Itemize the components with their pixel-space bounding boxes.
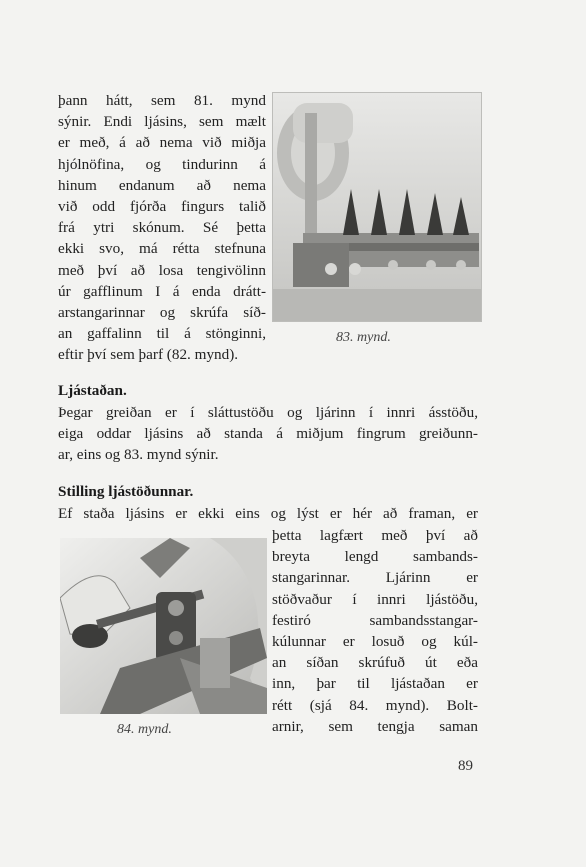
figure-83-caption: 83. mynd.: [336, 330, 391, 345]
section-heading-ljastadan: Ljástaðan.: [58, 382, 127, 399]
text-line: við odd fjórða fingurs talið: [58, 198, 266, 216]
text-line: úr gafflinum I á enda drátt-: [58, 282, 266, 300]
text-line: Þegar greiðan er í sláttustöðu og ljárinn í innri ásstöðu,: [58, 404, 478, 421]
text-line: þann hátt, sem 81. mynd: [58, 92, 266, 109]
text-line: með því að losa tengivölinn: [58, 261, 266, 279]
text-line: rétt (sjá 84. mynd). Bolt-: [272, 696, 478, 714]
text-line: ar, eins og 83. mynd sýnir.: [58, 446, 219, 464]
figure-83-image: [272, 92, 482, 322]
text-line: arnir, sem tengja saman: [272, 717, 478, 735]
text-line: arstangarinnar og skrúfa síð-: [58, 304, 266, 322]
text-line: kúlunnar er losuð og kúl-: [272, 633, 478, 651]
figure-84-image: [60, 538, 267, 714]
paragraph-intro: [58, 90, 266, 366]
text-line: ekki svo, má rétta stefnuna: [58, 240, 266, 258]
text-line: hinum endanum að nema: [58, 176, 266, 194]
section-heading-stilling: Stilling ljástöðunnar.: [58, 483, 194, 500]
text-line: an síðan skrúfuð út eða: [272, 654, 478, 672]
text-line: breyta lengd sambands-: [272, 548, 478, 566]
figure-84-caption: 84. mynd.: [117, 722, 172, 737]
text-line: stangarinnar. Ljárinn er: [272, 569, 478, 587]
page-number: 89: [458, 758, 473, 774]
text-line: er með, á að nema við miðja: [58, 134, 266, 152]
paragraph-stilling-first-line: [58, 503, 478, 524]
paragraph-ljastadan: [58, 402, 478, 466]
text-line: sýnir. Endi ljásins, sem mælt: [58, 113, 266, 131]
hand-wrench-photo-icon: [60, 538, 267, 714]
text-line: Ef staða ljásins er ekki eins og lýst er hér að framan, er: [58, 505, 478, 522]
text-line: þetta lagfært með því að: [272, 527, 478, 544]
text-line: hjólnöfina, og tindurinn á: [58, 155, 266, 173]
text-line: eiga oddar ljásins að standa á miðjum fingrum greiðunn-: [58, 425, 478, 443]
text-line: frá ytri skónum. Sé þetta: [58, 219, 266, 237]
text-line: inn, þar til ljástaðan er: [272, 675, 478, 693]
mower-blade-photo-icon: [273, 93, 481, 321]
text-line: an gaffalinn til á stönginni,: [58, 325, 266, 343]
paragraph-stilling-column: [272, 525, 478, 737]
text-line: festiró sambandsstangar-: [272, 611, 478, 629]
text-line: stöðvaður í innri ljástöðu,: [272, 590, 478, 608]
text-line: eftir því sem þarf (82. mynd).: [58, 346, 239, 364]
